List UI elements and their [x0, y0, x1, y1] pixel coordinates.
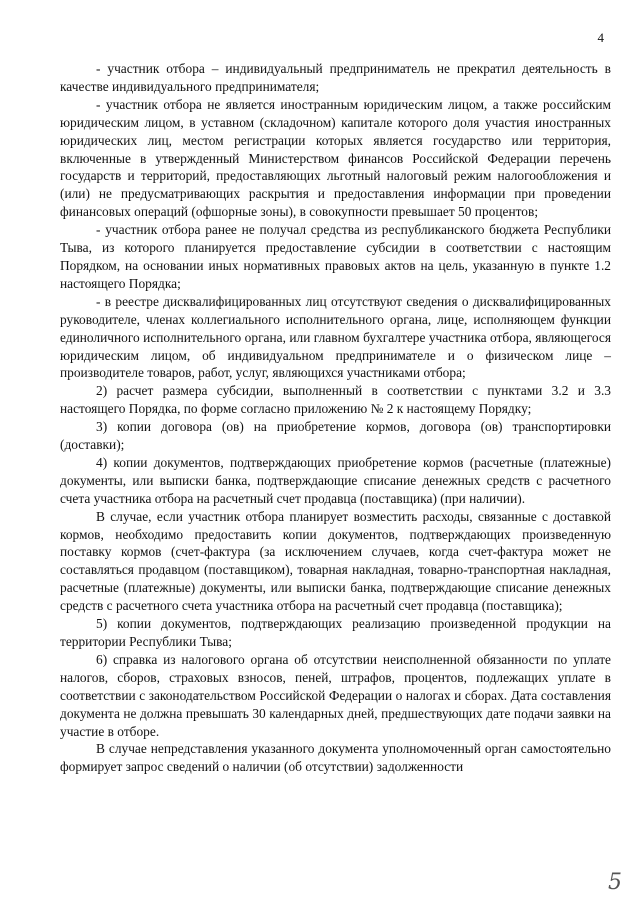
paragraph-item-2: 2) расчет размера субсидии, выполненный в соответствии с пунктами 3.2 и 3.3 настоящего Порядка, по форме согласно приложению № 2 к настоящему Порядку;: [60, 383, 611, 417]
paragraph-entrepreneur-status: - участник отбора – индивидуальный предприниматель не прекратил деятельность в качестве индивидуального предпринимателя;: [60, 61, 611, 94]
paragraph-foreign-entity: - участник отбора не является иностранным юридическим лицом, а также российским юридическим лицом, в уставном (складочном) капитале которого доля участия иностранных юридических лиц, местом регистрации которых является государство или территория, включенные в утвержденный Министерством финансов Российской Федерации перечень государств и территорий, предоставляющих льготный налоговый режим налогообложения и (или) не предусматривающих раскрытия и предоставления информации при проведении финансовых операций (офшорные зоны), в совокупности превышает 50 процентов;: [60, 96, 611, 220]
paragraph-delivery-costs: В случае, если участник отбора планирует возместить расходы, связанные с доставкой кормов, необходимо предоставить копии документов, подтверждающих произведенную поставку кормов (счет-фактура (за исключением случаев, когда счет-фактура может не составляться продавцом (поставщиком), товарная накладная, товарно-транспортная накладная, расчетные (платежные) документы, или выписки банка, подтверждающие списание денежных средств с расчетного счета участника отбора на расчетный счет продавца (поставщика);: [60, 508, 611, 614]
paragraph-item-4: 4) копии документов, подтверждающих приобретение кормов (расчетные (платежные) документы, или выписки банка, подтверждающие списание денежных средств с расчетного счета участника отбора на расчетный счет продавца (поставщика) (при наличии).: [60, 454, 611, 506]
paragraph-no-prior-funds: - участник отбора ранее не получал средства из республиканского бюджета Республики Тыва, из которого планируется предоставление субсидии в соответствии с настоящим Порядком, на основании иных нормативных правовых актов на цель, указанную в пункте 1.2 настоящего Порядка;: [60, 222, 611, 291]
handwritten-page-mark: 5: [608, 870, 622, 895]
paragraph-item-6: 6) справка из налогового органа об отсутствии неисполненной обязанности по уплате налогов, сборов, страховых взносов, пеней, штрафов, процентов, подлежащих уплате в соответствии с законодательством Российской Федерации о налогах и сборах. Дата составления документа не должна превышать 30 календарных дней, предшествующих дате подачи заявки на участие в отборе.: [60, 651, 611, 739]
document-body: [60, 60, 611, 776]
paragraph-item-5: 5) копии документов, подтверждающих реализацию произведенной продукции на территории Республики Тыва;: [60, 616, 611, 649]
paragraph-item-3: 3) копии договора (ов) на приобретение кормов, договора (ов) транспортировки (доставки);: [60, 419, 611, 453]
page-number: 4: [597, 30, 604, 45]
paragraph-non-submission: В случае непредставления указанного документа уполномоченный орган самостоятельно формирует запрос сведений о наличии (об отсутствии) задолженности: [60, 741, 611, 775]
paragraph-disqualified-registry: - в реестре дисквалифицированных лиц отсутствуют сведения о дисквалифицированных руководителе, членах коллегиального исполнительного органа, лице, исполняющем функции единоличного исполнительного органа, или главном бухгалтере участника отбора, являющегося юридическим лицом, об индивидуальном предпринимателе и о физическом лице – производителе товаров, работ, услуг, являющихся участниками отбора;: [60, 293, 611, 381]
